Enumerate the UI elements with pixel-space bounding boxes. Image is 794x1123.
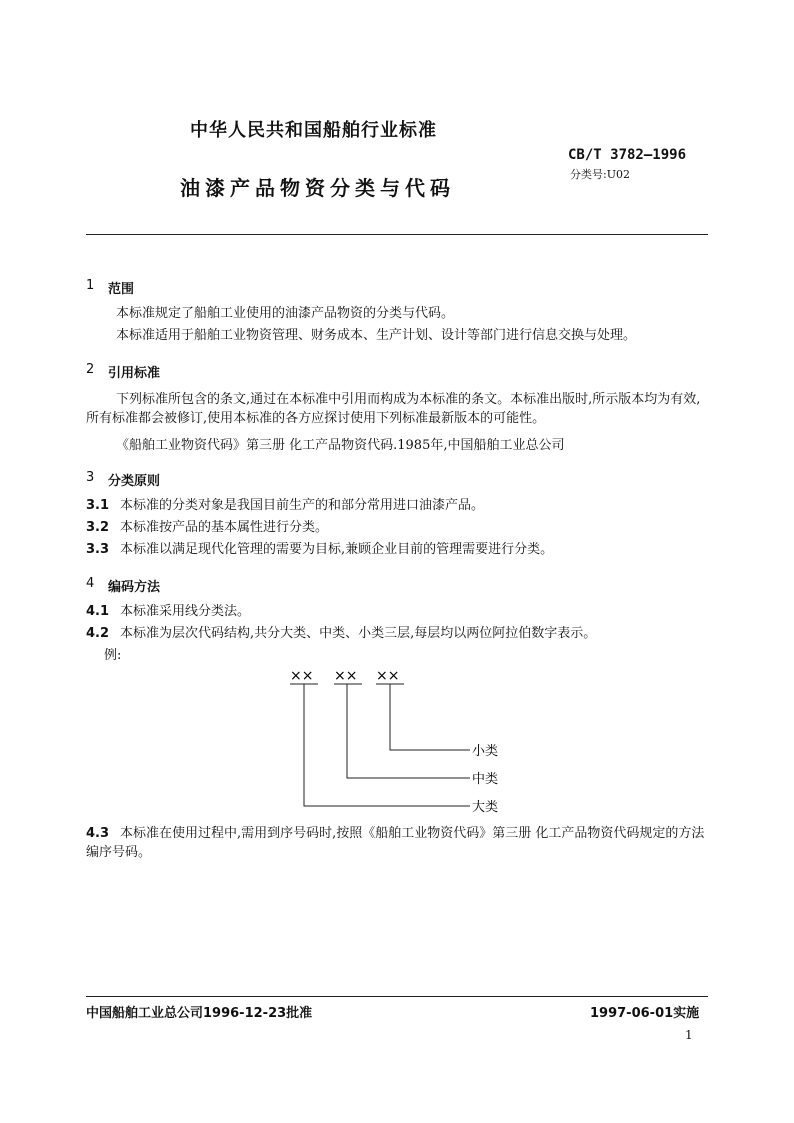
clause-4-3-text: 本标准在使用过程中,需用到序号码时,按照《船舶工业物资代码》第三册 化工产品物资代码规定的方法编序号码。 xyxy=(86,826,705,860)
code-pair-major: ×× xyxy=(290,668,314,684)
standard-code: CB/T 3782—1996 xyxy=(568,147,687,163)
clause-3-1-text: 本标准的分类对象是我国目前生产的和部分常用进口油漆产品。 xyxy=(120,498,485,513)
clause-4-3-number: 4.3 xyxy=(86,826,110,841)
section-1-paragraph-2: 本标准适用于船舶工业物资管理、财务成本、生产计划、设计等部门进行信息交换与处理。 xyxy=(116,328,637,343)
clause-4-2-text: 本标准为层次代码结构,共分大类、中类、小类三层,每层均以两位阿拉伯数字表示。 xyxy=(120,626,597,641)
section-1-paragraph-1: 本标准规定了船舶工业使用的油漆产品物资的分类与代码。 xyxy=(116,306,455,321)
clause-4-2-number: 4.2 xyxy=(86,626,110,641)
section-1-number: 1 xyxy=(86,278,95,293)
section-3-number: 3 xyxy=(86,470,95,485)
document-title: 油漆产品物资分类与代码 xyxy=(180,176,455,200)
connector-minor xyxy=(390,684,470,750)
clause-3-3-text: 本标准以满足现代化管理的需要为目标,兼顾企业目前的管理需要进行分类。 xyxy=(120,542,554,557)
code-structure-diagram xyxy=(280,664,520,824)
section-2-number: 2 xyxy=(86,362,95,377)
clause-3-1-number: 3.1 xyxy=(86,498,110,513)
example-label: 例: xyxy=(104,648,122,663)
clause-3-2-number: 3.2 xyxy=(86,520,110,535)
section-1-title: 范围 xyxy=(108,282,135,297)
page-number: 1 xyxy=(685,1028,693,1042)
section-4-number: 4 xyxy=(86,576,95,591)
label-minor-class: 小类 xyxy=(472,744,499,759)
clause-3-3-number: 3.3 xyxy=(86,542,110,557)
clause-3-2-text: 本标准按产品的基本属性进行分类。 xyxy=(120,520,329,535)
section-2-title: 引用标准 xyxy=(108,366,161,381)
code-pair-minor: ×× xyxy=(376,668,400,684)
label-major-class: 大类 xyxy=(472,800,499,815)
section-3-title: 分类原则 xyxy=(108,474,161,489)
header-divider xyxy=(86,234,708,235)
clause-4-1-text: 本标准采用线分类法。 xyxy=(120,604,251,619)
implementation-date: 1997-06-01实施 xyxy=(590,1006,700,1021)
header-organization: 中华人民共和国船舶行业标准 xyxy=(190,120,437,141)
approval-statement: 中国船舶工业总公司1996-12-23批准 xyxy=(86,1006,313,1021)
classification-code: 分类号:U02 xyxy=(570,168,630,181)
section-4-title: 编码方法 xyxy=(108,580,161,595)
connector-major xyxy=(304,684,470,806)
label-middle-class: 中类 xyxy=(472,772,499,787)
section-2-paragraph-2: 《船舶工业物资代码》第三册 化工产品物资代码.1985年,中国船舶工业总公司 xyxy=(116,438,565,453)
section-2-paragraph-1: 下列标准所包含的条文,通过在本标准中引用而构成为本标准的条文。本标准出版时,所示版本均为有效,所有标准都会被修订,使用本标准的各方应探讨使用下列标准最新版本的可能性。 xyxy=(86,392,701,426)
clause-4-1-number: 4.1 xyxy=(86,604,110,619)
code-pair-middle: ×× xyxy=(334,668,358,684)
footer-divider xyxy=(86,996,708,997)
connector-middle xyxy=(347,684,470,778)
